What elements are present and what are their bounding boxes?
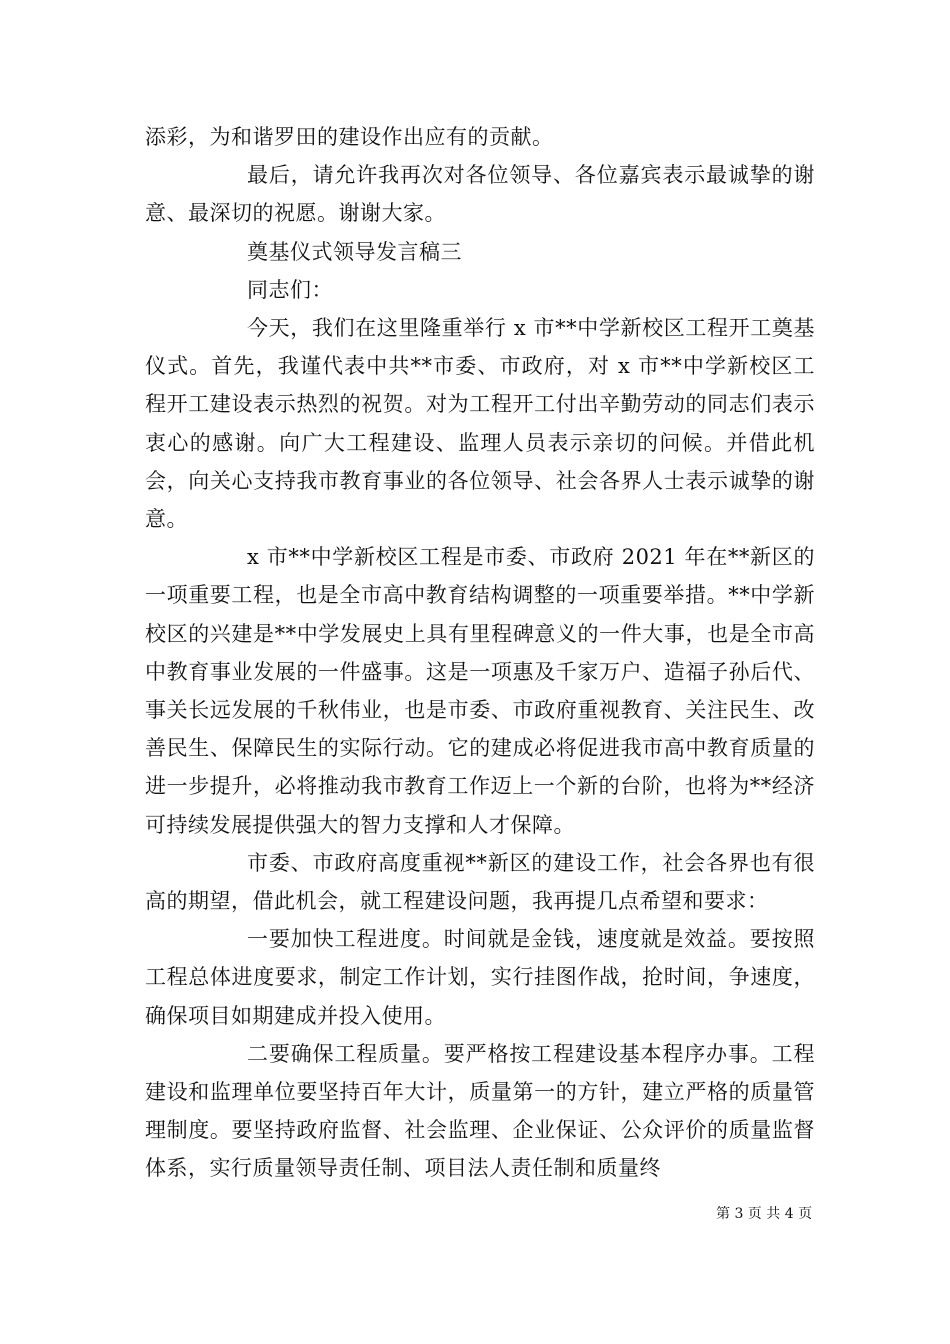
paragraph-expectations: 市委、市政府高度重视**新区的建设工作，社会各界也有很高的期望，借此机会，就工程建设问题，我再提几点希望和要求： <box>145 850 815 914</box>
salutation: 同志们： <box>247 277 333 302</box>
document-body <box>145 118 815 1188</box>
paragraph-requirement-two: 二要确保工程质量。要严格按工程建设基本程序办事。工程建设和监理单位要坚持百年大计，质量第一的方针，建立严格的质量管理制度。要坚持政府监督、社会监理、企业保证、公众评价的质量监督体系，实行质量领导责任制、项目法人责任制和质量终 <box>145 1041 815 1181</box>
paragraph-continuation: 添彩，为和谐罗田的建设作出应有的贡献。 <box>145 125 554 149</box>
paragraph-opening: 今天，我们在这里隆重举行 x 市**中学新校区工程开工奠基仪式。首先，我谨代表中共**市委、市政府，对 x 市**中学新校区工程开工建设表示热烈的祝贺。对为工程开工付出辛勤劳动的同志们表示衷心的感谢。向广大工程建设、监理人员表示亲切的问候。并借此机会，向关心支持我市教育事业的各位领导、社会各界人士表示诚挚的谢意。 <box>145 316 815 532</box>
page-number: 第 3 页 共 4 页 <box>716 1206 813 1222</box>
paragraph-requirement-one: 一要加快工程进度。时间就是金钱，速度就是效益。要按照工程总体进度要求，制定工作计划，实行挂图作战，抢时间，争速度，确保项目如期建成并投入使用。 <box>145 927 815 1028</box>
paragraph-closing-thanks: 最后，请允许我再次对各位领导、各位嘉宾表示最诚挚的谢意、最深切的祝愿。谢谢大家。 <box>145 163 815 226</box>
paragraph-project-significance: x 市**中学新校区工程是市委、市政府 2021 年在**新区的一项重要工程，也是全市高中教育结构调整的一项重要举措。**中学新校区的兴建是**中学发展史上具有里程碑意义的一件大事，也是全市高中教育事业发展的一件盛事。这是一项惠及千家万户、造福子孙后代、事关长远发展的千秋伟业，也是市委、市政府重视教育、关注民生、改善民生、保障民生的实际行动。它的建成必将促进我市高中教育质量的进一步提升，必将推动我市教育工作迈上一个新的台阶，也将为**经济可持续发展提供强大的智力支撑和人才保障。 <box>145 545 815 837</box>
section-title: 奠基仪式领导发言稿三 <box>247 239 462 264</box>
